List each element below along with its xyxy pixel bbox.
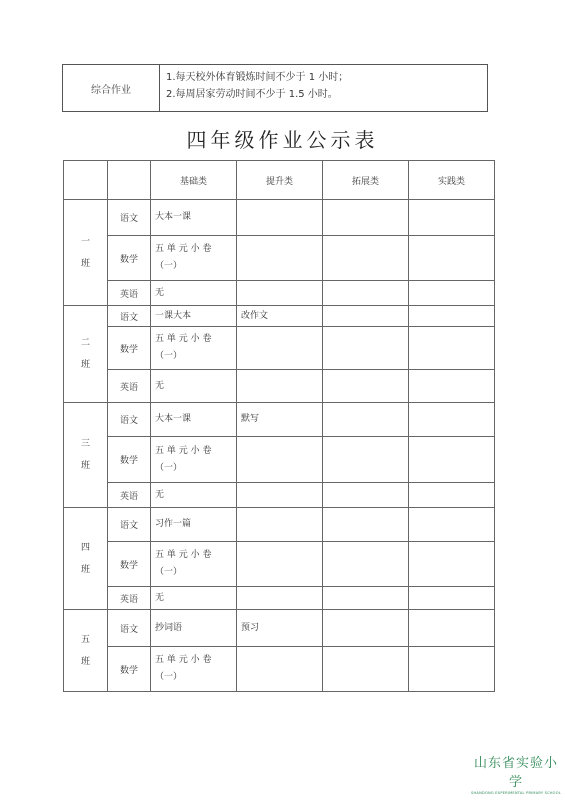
basic-homework-cell: 抄词语	[151, 610, 237, 647]
school-logo-chinese: 山东省实验小学	[473, 756, 558, 790]
subject-cell: 数学	[108, 327, 151, 370]
practice-homework-cell	[409, 306, 495, 327]
improve-homework-cell	[237, 281, 323, 306]
basic-homework-cell: 五 单 元 小 卷 （一）	[151, 437, 237, 483]
homework-table	[63, 160, 495, 692]
subject-cell: 数学	[108, 542, 151, 587]
table-row	[64, 437, 495, 483]
subject-cell: 英语	[108, 370, 151, 403]
homework-line-1: 1.每天校外体育锻炼时间不少于 1 小时；	[166, 72, 349, 83]
practice-homework-cell	[409, 403, 495, 437]
table-row	[64, 587, 495, 610]
class-name-cell: 三 班	[64, 403, 108, 508]
subject-cell: 语文	[108, 200, 151, 236]
extend-homework-cell	[323, 508, 409, 542]
extend-homework-cell	[323, 281, 409, 306]
table-row	[64, 647, 495, 692]
extend-homework-cell	[323, 483, 409, 508]
practice-homework-cell	[409, 437, 495, 483]
class-name-cell: 四 班	[64, 508, 108, 610]
comprehensive-homework-text	[160, 65, 354, 111]
basic-homework-cell: 五 单 元 小 卷 （一）	[151, 542, 237, 587]
table-row	[64, 327, 495, 370]
class-name-cell: 二 班	[64, 306, 108, 403]
subject-cell: 数学	[108, 647, 151, 692]
subject-cell: 语文	[108, 508, 151, 542]
class-name-cell: 五 班	[64, 610, 108, 692]
column-header: 拓展类	[323, 161, 409, 200]
practice-homework-cell	[409, 370, 495, 403]
improve-homework-cell	[237, 370, 323, 403]
school-logo-english: SHANDONG EXPERIMENTAL PRIMARY SCHOOL	[471, 791, 561, 795]
table-row	[64, 403, 495, 437]
practice-homework-cell	[409, 200, 495, 236]
table-row	[64, 370, 495, 403]
basic-homework-cell: 无	[151, 587, 237, 610]
improve-homework-cell	[237, 647, 323, 692]
subject-cell: 英语	[108, 281, 151, 306]
basic-homework-cell: 无	[151, 483, 237, 508]
extend-homework-cell	[323, 327, 409, 370]
column-header: 提升类	[237, 161, 323, 200]
practice-homework-cell	[409, 508, 495, 542]
table-row	[64, 236, 495, 281]
improve-homework-cell	[237, 200, 323, 236]
table-row	[64, 483, 495, 508]
extend-homework-cell	[323, 437, 409, 483]
table-row	[64, 508, 495, 542]
improve-homework-cell	[237, 327, 323, 370]
practice-homework-cell	[409, 610, 495, 647]
practice-homework-cell	[409, 327, 495, 370]
improve-homework-cell: 默写	[237, 403, 323, 437]
practice-homework-cell	[409, 587, 495, 610]
basic-homework-cell: 无	[151, 281, 237, 306]
column-header: 基础类	[151, 161, 237, 200]
subject-cell: 英语	[108, 587, 151, 610]
homework-line-2: 2.每周居家劳动时间不少于 1.5 小时。	[166, 89, 338, 100]
basic-homework-cell: 五 单 元 小 卷 （一）	[151, 647, 237, 692]
extend-homework-cell	[323, 236, 409, 281]
improve-homework-cell	[237, 437, 323, 483]
subject-cell: 数学	[108, 437, 151, 483]
basic-homework-cell: 五 单 元 小 卷 （一）	[151, 327, 237, 370]
table-row	[64, 542, 495, 587]
page-title: 四年级作业公示表	[186, 128, 379, 152]
extend-homework-cell	[323, 542, 409, 587]
school-logo	[468, 752, 564, 795]
column-header	[64, 161, 108, 200]
basic-homework-cell: 大本一课	[151, 200, 237, 236]
table-row	[64, 610, 495, 647]
basic-homework-cell: 无	[151, 370, 237, 403]
subject-cell: 语文	[108, 403, 151, 437]
basic-homework-cell: 习作一篇	[151, 508, 237, 542]
subject-cell: 语文	[108, 306, 151, 327]
improve-homework-cell	[237, 542, 323, 587]
improve-homework-cell	[237, 236, 323, 281]
column-header	[108, 161, 151, 200]
extend-homework-cell	[323, 200, 409, 236]
extend-homework-cell	[323, 647, 409, 692]
basic-homework-cell: 五 单 元 小 卷 （一）	[151, 236, 237, 281]
table-row	[64, 306, 495, 327]
improve-homework-cell	[237, 483, 323, 508]
basic-homework-cell: 一课大本	[151, 306, 237, 327]
extend-homework-cell	[323, 587, 409, 610]
improve-homework-cell	[237, 587, 323, 610]
practice-homework-cell	[409, 647, 495, 692]
extend-homework-cell	[323, 403, 409, 437]
table-row	[64, 281, 495, 306]
practice-homework-cell	[409, 483, 495, 508]
class-name-cell: 一 班	[64, 200, 108, 306]
table-header-row	[64, 161, 495, 200]
comprehensive-homework-box	[62, 64, 488, 112]
practice-homework-cell	[409, 236, 495, 281]
improve-homework-cell: 预习	[237, 610, 323, 647]
practice-homework-cell	[409, 281, 495, 306]
improve-homework-cell	[237, 508, 323, 542]
improve-homework-cell: 改作文	[237, 306, 323, 327]
subject-cell: 英语	[108, 483, 151, 508]
subject-cell: 语文	[108, 610, 151, 647]
subject-cell: 数学	[108, 236, 151, 281]
extend-homework-cell	[323, 370, 409, 403]
comprehensive-homework-label: 综合作业	[63, 65, 160, 111]
extend-homework-cell	[323, 610, 409, 647]
practice-homework-cell	[409, 542, 495, 587]
basic-homework-cell: 大本一课	[151, 403, 237, 437]
table-row	[64, 200, 495, 236]
extend-homework-cell	[323, 306, 409, 327]
column-header: 实践类	[409, 161, 495, 200]
